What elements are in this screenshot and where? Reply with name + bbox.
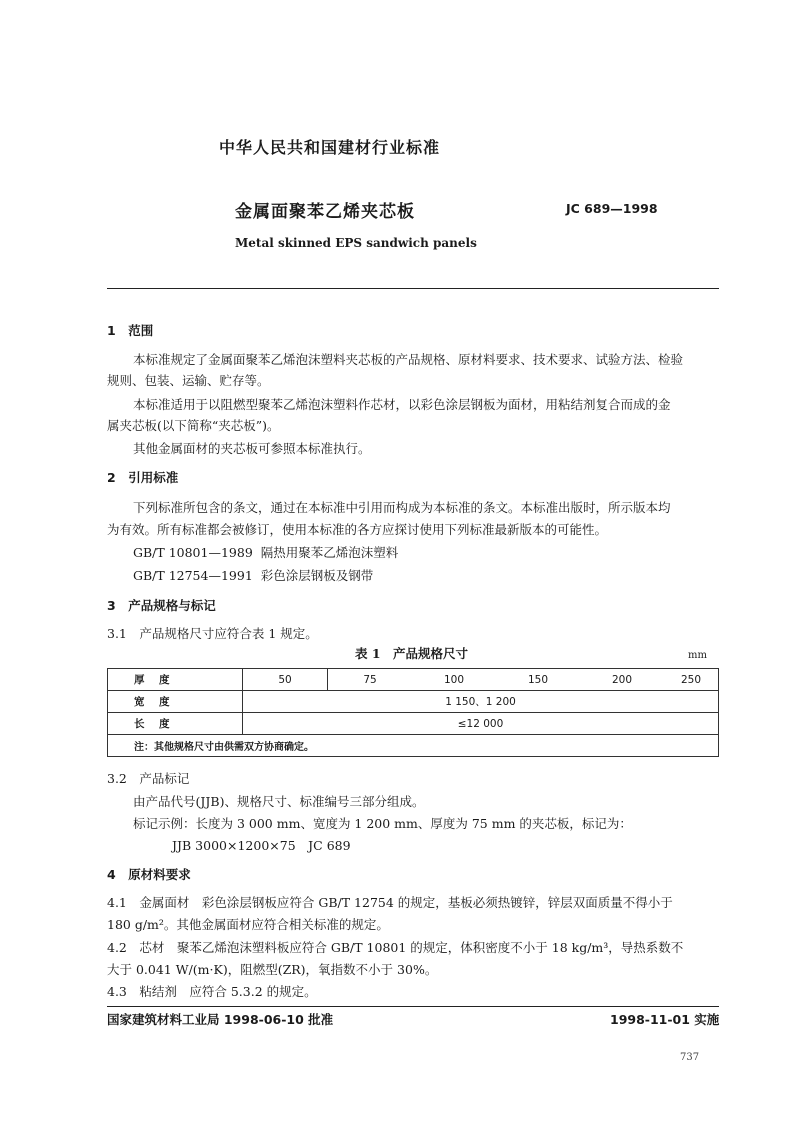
section-4-1-line1: 4.1 金属面材 彩色涂层钢板应符合 GB/T 12754 的规定，基板必须热镀锌，锌层双面质量不得小于 bbox=[107, 895, 673, 910]
page-number: 737 bbox=[680, 1052, 700, 1063]
section-3-2-line2: 标记示例：长度为 3 000 mm、宽度为 1 200 mm、厚度为 75 mm 的夹芯板，标记为： bbox=[133, 816, 632, 831]
section-3-1: 3.1 产品规格尺寸应符合表 1 规定。 bbox=[107, 626, 318, 641]
table-unit: mm bbox=[688, 650, 707, 661]
section-3-2-line1: 由产品代号(JJB)、规格尺寸、标准编号三部分组成。 bbox=[133, 794, 425, 809]
standard-number: JC 689—1998 bbox=[566, 201, 658, 216]
section-4-2-line2: 大于 0.041 W/(m·K)，阻燃型(ZR)，氧指数不小于 30%。 bbox=[107, 962, 438, 977]
header-divider bbox=[107, 288, 719, 289]
section-1-para2-line2: 属夹芯板(以下简称“夹芯板”)。 bbox=[107, 418, 280, 433]
row-label: 厚 度 bbox=[108, 669, 243, 691]
table-cell: ≤12 000 bbox=[243, 713, 719, 735]
section-1-para1-line2: 规则、包装、运输、贮存等。 bbox=[107, 373, 270, 388]
table-row bbox=[108, 691, 719, 713]
table-caption: 表 1 产品规格尺寸 bbox=[355, 646, 469, 661]
reference-code: GB/T 10801—1989 bbox=[133, 545, 253, 560]
row-label: 宽 度 bbox=[108, 691, 243, 713]
row-label: 长 度 bbox=[108, 713, 243, 735]
section-2-para-line2: 为有效。所有标准都会被修订，使用本标准的各方应探讨使用下列标准最新版本的可能性。 bbox=[107, 522, 608, 537]
table-cell: 100 bbox=[412, 669, 496, 691]
table-cell: 200 bbox=[580, 669, 664, 691]
table-row bbox=[108, 669, 719, 691]
section-4-heading: 4 原材料要求 bbox=[107, 867, 191, 882]
reference-name: 彩色涂层钢板及钢带 bbox=[260, 568, 374, 583]
product-spec-table bbox=[107, 668, 719, 757]
table-cell: 250 bbox=[664, 669, 719, 691]
section-2-para-line1: 下列标准所包含的条文，通过在本标准中引用而构成为本标准的条文。本标准出版时，所示版本均 bbox=[133, 500, 671, 515]
section-4-2-line1: 4.2 芯材 聚苯乙烯泡沫塑料板应符合 GB/T 10801 的规定，体积密度不小于 18 kg/m³，导热系数不 bbox=[107, 940, 684, 955]
table-row bbox=[108, 713, 719, 735]
organization-title: 中华人民共和国建材行业标准 bbox=[219, 138, 441, 157]
effective-date: 1998-11-01 实施 bbox=[610, 1012, 720, 1027]
table-row bbox=[108, 735, 719, 757]
section-4-3: 4.3 粘结剂 应符合 5.3.2 的规定。 bbox=[107, 984, 317, 999]
table-cell: 50 bbox=[243, 669, 328, 691]
footer-divider bbox=[107, 1006, 719, 1007]
reference-name: 隔热用聚苯乙烯泡沫塑料 bbox=[260, 545, 399, 560]
reference-code: GB/T 12754—1991 bbox=[133, 568, 253, 583]
section-1-para1-line1: 本标准规定了金属面聚苯乙烯泡沫塑料夹芯板的产品规格、原材料要求、技术要求、试验方法、检验 bbox=[133, 352, 684, 367]
section-1-heading: 1 范围 bbox=[107, 323, 154, 338]
table-cell: 150 bbox=[496, 669, 580, 691]
section-3-heading: 3 产品规格与标记 bbox=[107, 598, 216, 613]
document-title: 金属面聚苯乙烯夹芯板 bbox=[235, 202, 415, 222]
section-1-para3: 其他金属面材的夹芯板可参照本标准执行。 bbox=[133, 441, 371, 456]
section-2-heading: 2 引用标准 bbox=[107, 470, 179, 485]
reference-item bbox=[133, 542, 398, 563]
approval-info: 国家建筑材料工业局 1998-06-10 批准 bbox=[107, 1012, 334, 1027]
table-cell: 1 150、1 200 bbox=[243, 691, 719, 713]
section-3-2-line3: JJB 3000×1200×75 JC 689 bbox=[172, 838, 351, 853]
section-1-para2-line1: 本标准适用于以阻燃型聚苯乙烯泡沫塑料作芯材，以彩色涂层钢板为面材，用粘结剂复合而成的金 bbox=[133, 397, 671, 412]
english-title: Metal skinned EPS sandwich panels bbox=[235, 236, 477, 250]
table-note: 注：其他规格尺寸由供需双方协商确定。 bbox=[108, 735, 719, 757]
section-3-2-heading: 3.2 产品标记 bbox=[107, 771, 190, 786]
section-4-1-line2: 180 g/m²。其他金属面材应符合相关标准的规定。 bbox=[107, 917, 389, 932]
reference-item bbox=[133, 565, 373, 586]
table-cell: 75 bbox=[328, 669, 413, 691]
